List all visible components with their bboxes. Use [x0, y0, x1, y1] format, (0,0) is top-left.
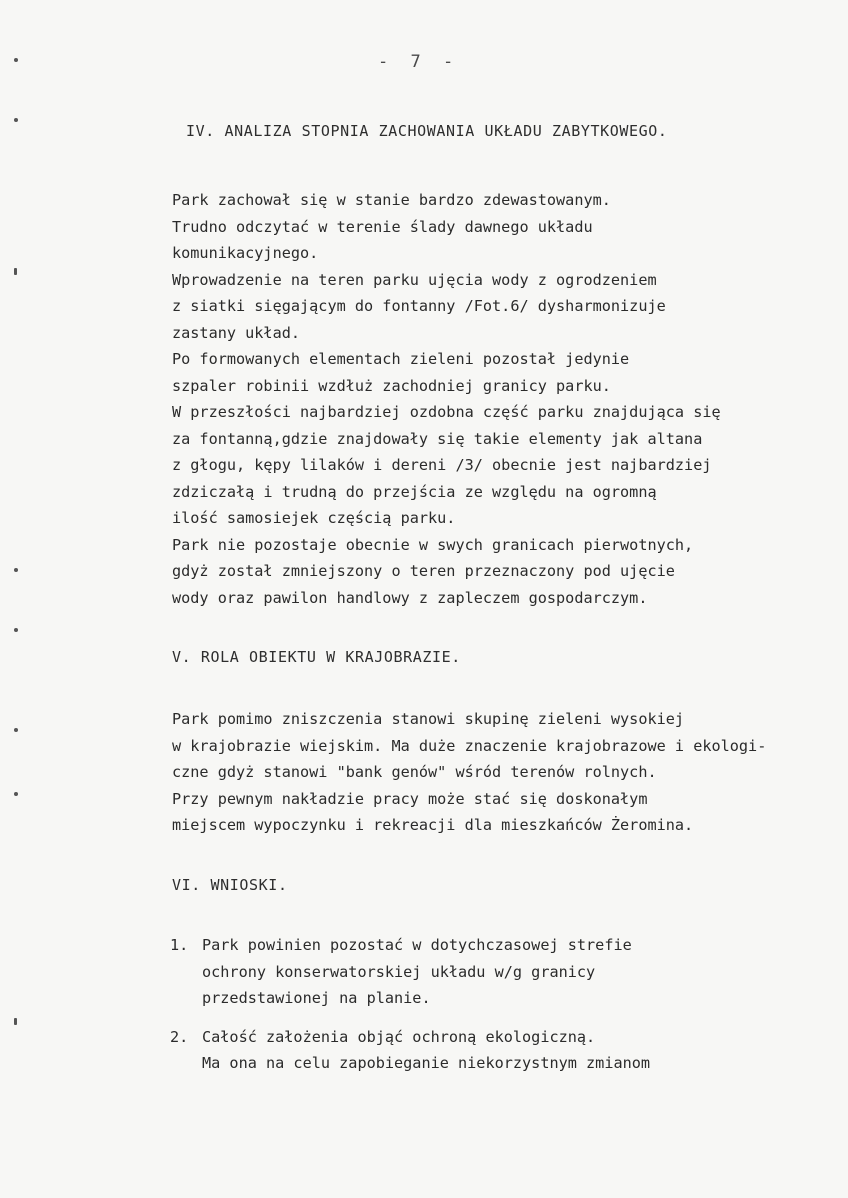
text-line: gdyż został zmniejszony o teren przeznaczony pod ujęcie — [172, 562, 675, 580]
section-iv-body — [172, 187, 721, 611]
text-line: wody oraz pawilon handlowy z zapleczem gospodarczym. — [172, 588, 648, 607]
text-line: Park nie pozostaje obecnie w swych granicach pierwotnych, — [172, 535, 694, 554]
text-line: zdziczałą i trudną do przejścia ze względu na ogromną — [172, 482, 657, 501]
text-line: ilość samosiejek częścią parku. — [172, 509, 456, 527]
text-line: z głogu, kępy lilaków i dereni /3/ obecnie jest najbardziej — [172, 456, 712, 474]
text-line: Całość założenia objąć ochroną ekologiczną. — [202, 1027, 596, 1046]
section-v-body — [172, 706, 766, 839]
text-line: przedstawionej na planie. — [202, 989, 431, 1007]
conclusions-list — [170, 932, 650, 1089]
text-line: W przeszłości najbardziej ozdobna część parku znajdująca się — [172, 403, 721, 421]
section-iv-heading: IV. ANALIZA STOPNIA ZACHOWANIA UKŁADU ZABYTKOWEGO. — [186, 122, 668, 140]
text-line: Po formowanych elementach zieleni pozostał jedynie — [172, 350, 630, 368]
list-number: 1. — [170, 936, 189, 954]
section-v-heading: V. ROLA OBIEKTU W KRAJOBRAZIE. — [172, 648, 461, 666]
section-vi-heading: VI. WNIOSKI. — [172, 876, 288, 894]
text-line: Park pomimo zniszczenia stanowi skupinę zieleni wysokiej — [172, 710, 685, 728]
margin-dot — [14, 58, 18, 62]
text-line: komunikacyjnego. — [172, 244, 319, 262]
text-line: Wprowadzenie na teren parku ujęcia wody z ogrodzeniem — [172, 270, 657, 289]
text-line: w krajobrazie wiejskim. Ma duże znaczenie krajobrazowe i ekologi- — [172, 736, 767, 755]
page-number: - 7 - — [378, 52, 460, 72]
text-line: miejscem wypoczynku i rekreacji dla mieszkańców Żeromina. — [172, 816, 694, 834]
list-item — [170, 932, 650, 1012]
margin-dot — [14, 792, 18, 796]
list-number: 2. — [170, 1027, 189, 1046]
text-line: szpaler robinii wzdłuż zachodniej granicy parku. — [172, 376, 611, 395]
list-item — [170, 1024, 650, 1077]
margin-dot — [14, 118, 18, 122]
margin-dot — [14, 728, 18, 732]
text-line: za fontanną,gdzie znajdowały się takie elementy jak altana — [172, 429, 703, 448]
text-line: Przy pewnym nakładzie pracy może stać się doskonałym — [172, 789, 648, 808]
margin-tick — [14, 268, 17, 275]
margin-dot — [14, 568, 18, 572]
text-line: Ma ona na celu zapobieganie niekorzystnym zmianom — [202, 1054, 651, 1072]
text-line: czne gdyż stanowi "bank genów" wśród terenów rolnych. — [172, 763, 657, 781]
text-line: Park zachował się w stanie bardzo zdewastowanym. — [172, 191, 611, 209]
text-line: Trudno odczytać w terenie ślady dawnego układu — [172, 217, 593, 236]
margin-dot — [14, 628, 18, 632]
text-line: Park powinien pozostać w dotychczasowej strefie — [202, 936, 632, 954]
text-line: zastany układ. — [172, 323, 301, 342]
margin-tick — [14, 1018, 17, 1025]
text-line: z siatki sięgającym do fontanny /Fot.6/ dysharmonizuje — [172, 297, 666, 315]
text-line: ochrony konserwatorskiej układu w/g granicy — [202, 962, 596, 981]
